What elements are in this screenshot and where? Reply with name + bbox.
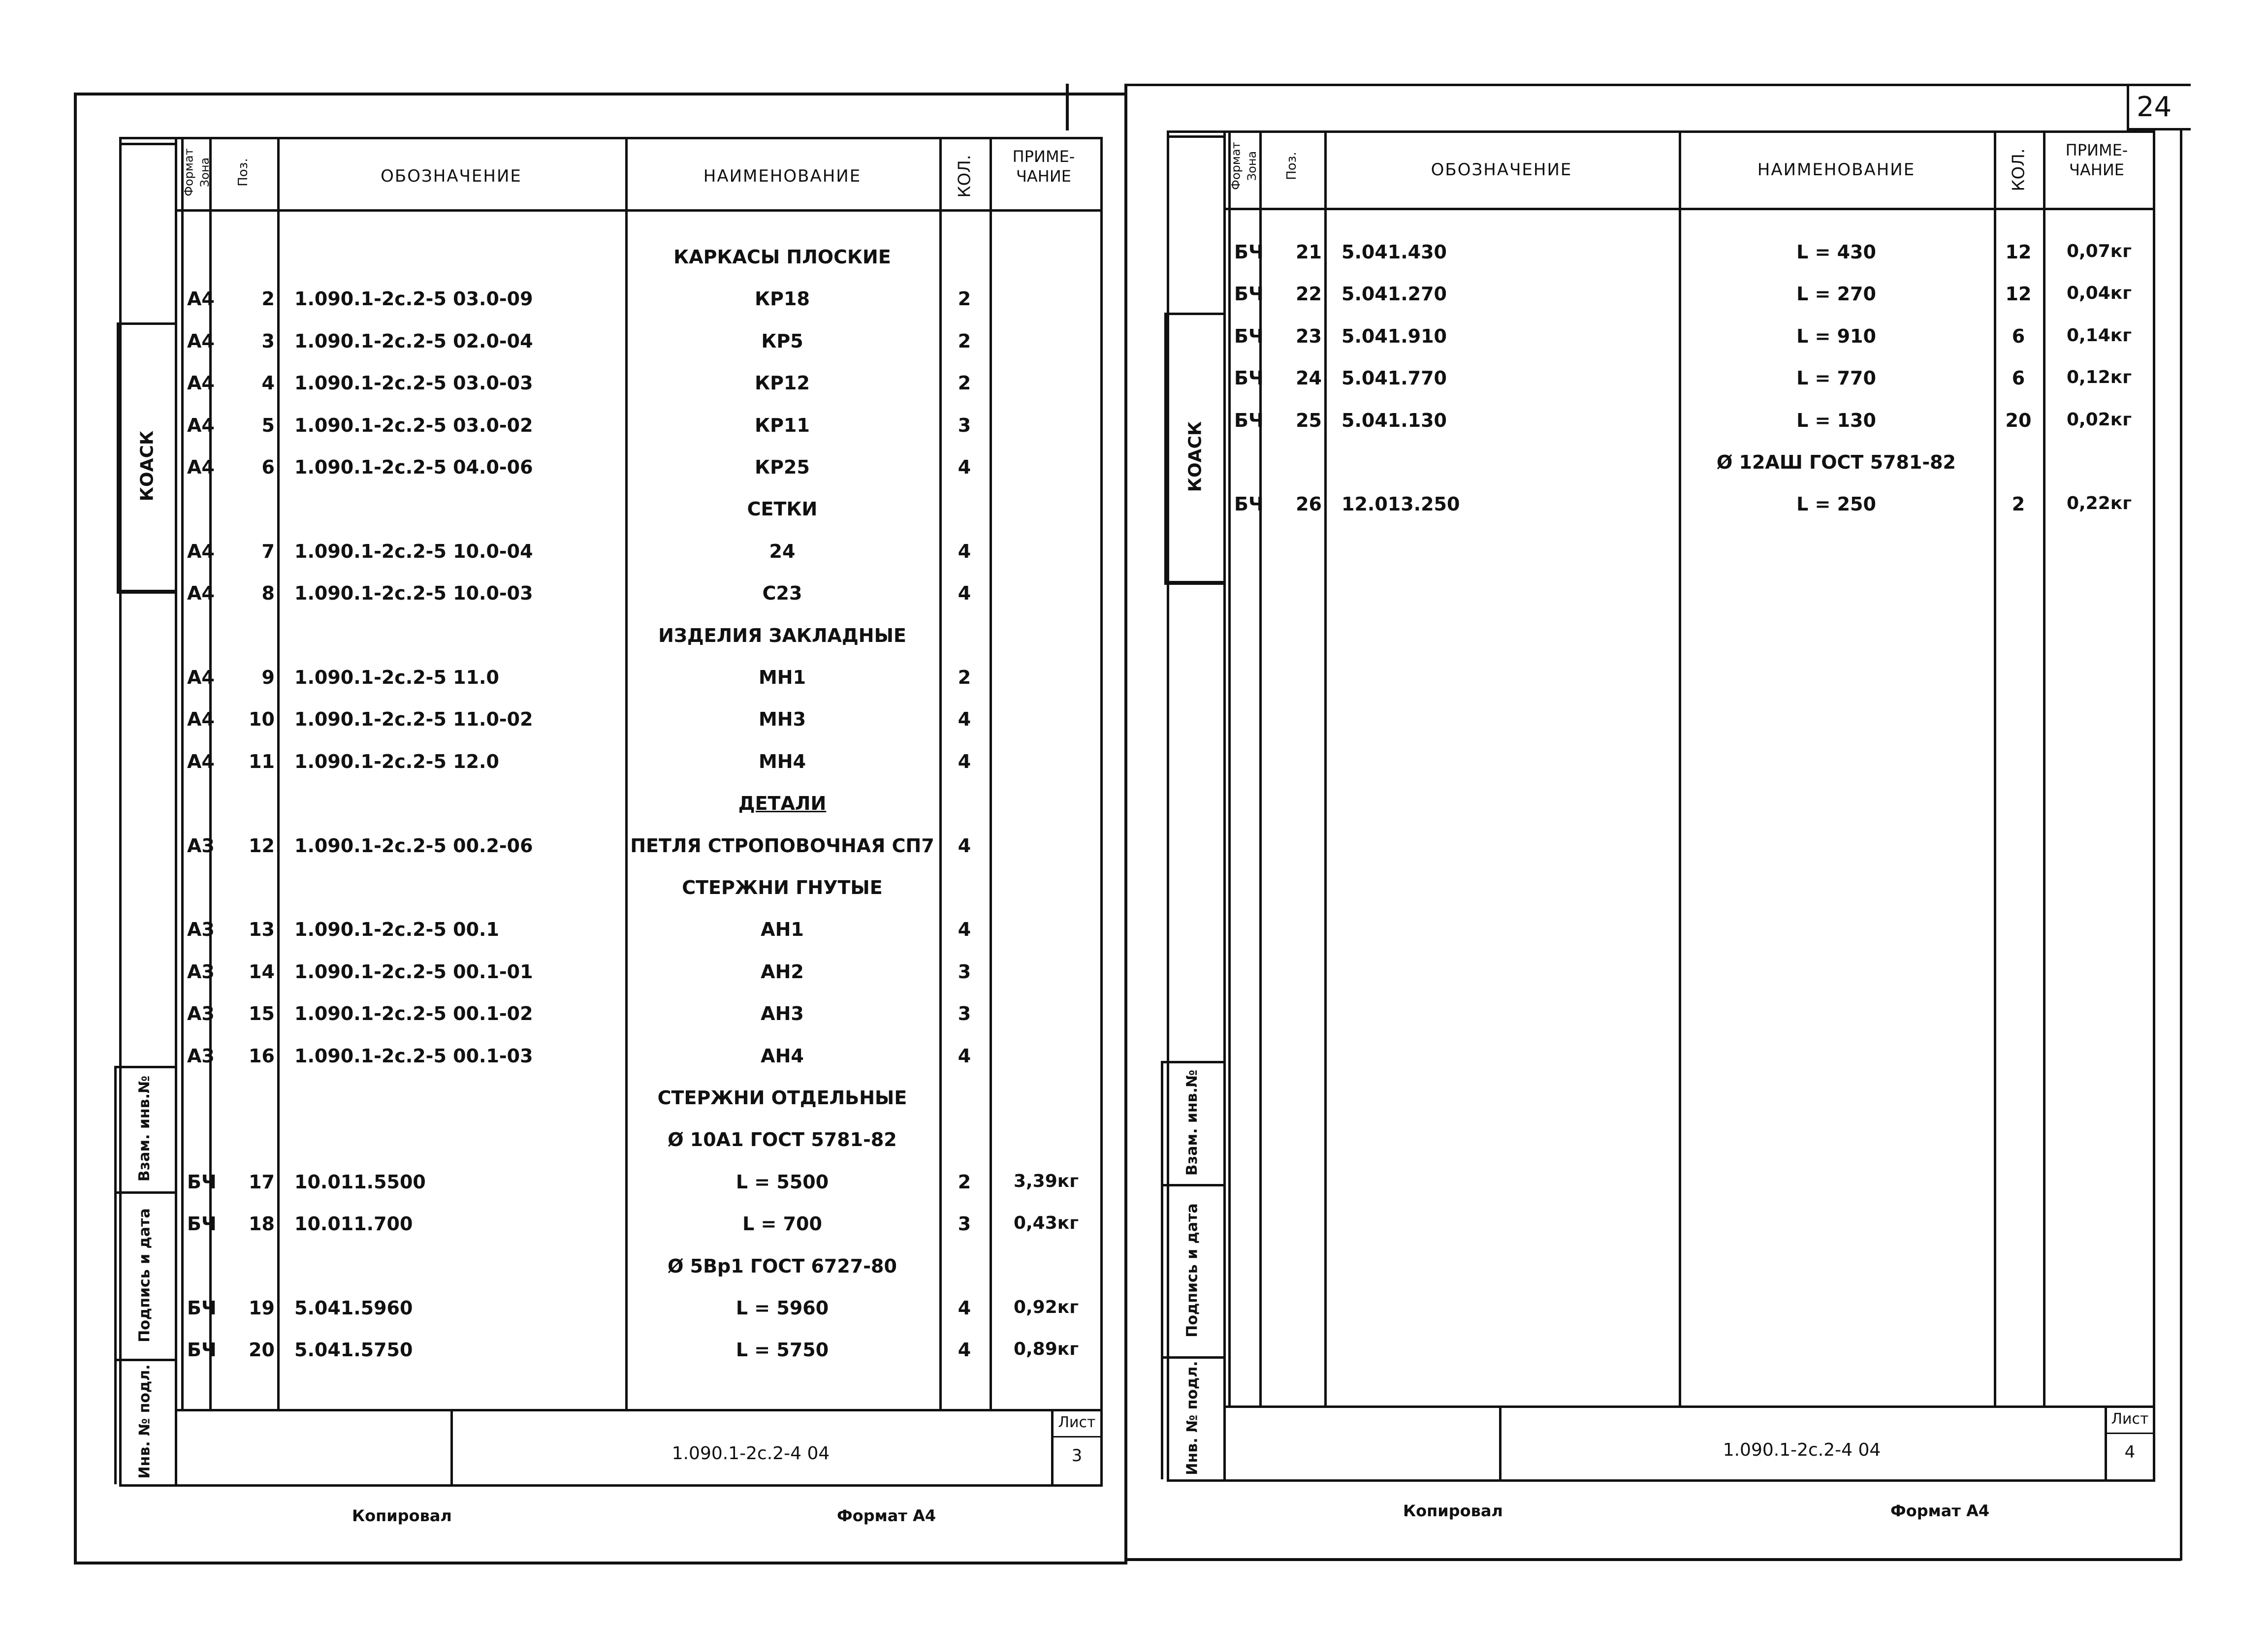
left_sheet-sheet-box-mid — [1051, 1436, 1103, 1437]
row-format: А4 — [187, 540, 215, 562]
row-pos: 5 — [261, 414, 275, 436]
row-format: БЧ — [187, 1213, 217, 1235]
left_sheet-frame-left — [175, 137, 177, 1484]
row-designation: 1.090.1-2с.2-5 11.0-02 — [294, 708, 533, 731]
outer-frame-right — [2180, 128, 2182, 1561]
row-name: МН1 — [758, 667, 806, 688]
row-qty: 2 — [958, 330, 971, 352]
row-pos: 4 — [261, 372, 275, 394]
row-designation: 1.090.1-2с.2-5 00.2-06 — [294, 834, 533, 857]
row-pos: 7 — [261, 540, 275, 562]
row-pos: 6 — [261, 456, 275, 478]
footer-copied: Копировал — [352, 1506, 452, 1525]
row-note: 0,92кг — [1013, 1297, 1079, 1317]
row-name: СЕТКИ — [747, 498, 818, 520]
row-name: Ø 12АШ ГОСТ 5781-82 — [1717, 451, 1956, 473]
left_sheet-col-rule-0 — [181, 137, 184, 1409]
row-note: 0,07кг — [2066, 241, 2132, 261]
row-qty: 4 — [958, 456, 971, 478]
row-designation: 1.090.1-2с.2-5 03.0-09 — [294, 288, 533, 310]
row-designation: 1.090.1-2с.2-5 12.0 — [294, 750, 499, 772]
row-pos: 24 — [1296, 367, 1322, 389]
right_sheet-margin-low-3 — [1161, 1356, 1223, 1359]
right_sheet-margin-low-2 — [1161, 1184, 1223, 1186]
left_sheet-stamp-bottom — [117, 590, 175, 594]
side-stamp: КОАСК — [136, 430, 157, 502]
right_sheet-col-rule-0 — [1228, 130, 1231, 1405]
row-designation: 5.041.270 — [1342, 283, 1447, 305]
right_sheet-margin-top — [1167, 130, 1223, 133]
row-pos: 17 — [249, 1171, 275, 1193]
col-header-note: ПРИМЕ-ЧАНИЕ — [1012, 147, 1075, 186]
row-qty: 2 — [958, 667, 971, 688]
row-pos: 9 — [261, 667, 275, 688]
left_sheet-col-rule-5 — [990, 137, 992, 1409]
row-qty: 4 — [958, 919, 971, 941]
left_sheet-stamp-left — [117, 322, 121, 590]
row-name: ДЕТАЛИ — [738, 793, 827, 815]
row-format: А4 — [187, 330, 215, 352]
left_sheet-margin-low-top — [114, 1066, 175, 1068]
row-name: АН3 — [761, 1003, 804, 1025]
row-qty: 3 — [958, 960, 971, 983]
row-format: А4 — [187, 750, 215, 772]
row-qty: 4 — [958, 1339, 971, 1361]
col-header-pos: Поз. — [1284, 152, 1299, 180]
outer-frame-bottom-right — [1127, 1558, 2181, 1561]
row-name: Ø 10А1 ГОСТ 5781-82 — [668, 1129, 897, 1151]
row-name: ПЕТЛЯ СТРОПОВОЧНАЯ СП7 — [630, 834, 934, 857]
row-format: А3 — [187, 960, 215, 983]
left_sheet-frame-top — [175, 137, 1103, 139]
page-number: 24 — [2137, 91, 2172, 123]
row-designation: 5.041.5750 — [294, 1339, 413, 1361]
row-qty: 4 — [958, 834, 971, 857]
row-designation: 1.090.1-2с.2-5 03.0-02 — [294, 414, 533, 436]
row-name: L = 5500 — [735, 1171, 829, 1193]
row-qty: 4 — [958, 1045, 971, 1067]
row-name: L = 700 — [742, 1213, 822, 1235]
row-name: СТЕРЖНИ ГНУТЫЕ — [682, 877, 883, 898]
row-pos: 11 — [249, 750, 275, 772]
row-name: КР5 — [761, 330, 803, 352]
right_sheet-frame-left — [1223, 130, 1226, 1479]
left_sheet-col-rule-2 — [277, 137, 280, 1409]
row-pos: 12 — [249, 834, 275, 857]
row-designation: 10.011.700 — [294, 1213, 413, 1235]
row-pos: 10 — [249, 708, 275, 731]
right_sheet-margin-rule-2 — [1167, 135, 1223, 138]
row-format: БЧ — [1234, 493, 1264, 515]
row-qty: 12 — [2005, 283, 2032, 305]
col-header-designation: ОБОЗНАЧЕНИЕ — [1431, 160, 1572, 180]
side-stamp: КОАСК — [1184, 421, 1205, 492]
row-name: L = 5750 — [735, 1339, 829, 1361]
row-designation: 1.090.1-2с.2-5 10.0-03 — [294, 582, 533, 605]
row-name: L = 910 — [1796, 325, 1876, 347]
right_sheet-sheet-box-mid — [2105, 1433, 2155, 1434]
row-note: 0,14кг — [2066, 325, 2132, 346]
row-qty: 3 — [958, 414, 971, 436]
page-number-box-left — [2127, 84, 2129, 128]
row-pos: 21 — [1296, 241, 1322, 263]
outer-frame-left — [74, 93, 77, 1564]
col-header-qty: КОЛ. — [955, 155, 975, 198]
left_sheet-header-rule — [175, 209, 1103, 212]
row-format: БЧ — [1234, 409, 1264, 431]
row-designation: 5.041.130 — [1342, 409, 1447, 431]
row-format: А4 — [187, 708, 215, 731]
row-qty: 3 — [958, 1003, 971, 1025]
right_sheet-header-rule — [1223, 208, 2155, 210]
footer-copied: Копировал — [1403, 1501, 1503, 1520]
row-name: АН2 — [761, 960, 804, 983]
row-format: А3 — [187, 1045, 215, 1067]
row-pos: 22 — [1296, 283, 1322, 305]
col-header-format: Формат — [182, 148, 196, 196]
row-pos: 13 — [249, 919, 275, 941]
row-qty: 6 — [2012, 325, 2025, 347]
row-format: А3 — [187, 834, 215, 857]
outer-frame-top-right — [1127, 84, 2191, 86]
col-header-pos: Поз. — [235, 158, 251, 187]
row-designation: 1.090.1-2с.2-5 00.1-01 — [294, 960, 533, 983]
row-format: А4 — [187, 582, 215, 605]
col-header-qty: КОЛ. — [2009, 148, 2029, 192]
row-format: А3 — [187, 1003, 215, 1025]
right_sheet-col-rule-5 — [2043, 130, 2045, 1405]
right_sheet-margin-low-left — [1161, 1061, 1163, 1479]
left_sheet-margin-low-left — [114, 1066, 117, 1484]
outer-frame-bottom — [74, 1562, 1127, 1564]
row-name: L = 270 — [1796, 283, 1876, 305]
row-qty: 2 — [958, 1171, 971, 1193]
row-format: БЧ — [1234, 283, 1264, 305]
row-name: СТЕРЖНИ ОТДЕЛЬНЫЕ — [657, 1087, 907, 1109]
row-note: 0,89кг — [1013, 1339, 1079, 1360]
row-name: L = 5960 — [735, 1297, 829, 1319]
col-header-note: ПРИМЕ-ЧАНИЕ — [2065, 141, 2128, 179]
left_sheet-margin-bottom — [119, 1484, 175, 1487]
row-qty: 12 — [2005, 241, 2032, 263]
row-name: L = 770 — [1796, 367, 1876, 389]
col-header-designation: ОБОЗНАЧЕНИЕ — [381, 166, 522, 186]
row-format: А4 — [187, 667, 215, 688]
row-designation: 1.090.1-2с.2-5 00.1-02 — [294, 1003, 533, 1025]
row-name: ИЗДЕЛИЯ ЗАКЛАДНЫЕ — [658, 624, 906, 646]
title-block-code: 1.090.1-2с.2-4 04 — [671, 1443, 830, 1464]
row-pos: 16 — [249, 1045, 275, 1067]
row-qty: 4 — [958, 750, 971, 772]
col-header-name: НАИМЕНОВАНИЕ — [703, 166, 862, 186]
right_sheet-table-bottom — [1223, 1405, 2155, 1408]
row-qty: 4 — [958, 1297, 971, 1319]
row-format: БЧ — [1234, 367, 1264, 389]
row-name: МН4 — [758, 750, 806, 772]
margin-label-sign-date: Подпись и дата — [1183, 1203, 1201, 1338]
row-pos: 18 — [249, 1213, 275, 1235]
margin-label-vzam: Взам. инв.№ — [1183, 1069, 1201, 1176]
row-designation: 1.090.1-2с.2-5 00.1-03 — [294, 1045, 533, 1067]
left_sheet-frame-right — [1100, 137, 1103, 1484]
row-note: 0,04кг — [2066, 283, 2132, 304]
right_sheet-stamp-left — [1164, 313, 1168, 581]
row-name: С23 — [762, 582, 802, 605]
row-name: 24 — [769, 540, 796, 562]
row-qty: 20 — [2005, 409, 2032, 431]
row-qty: 6 — [2012, 367, 2025, 389]
left_sheet-frame-bottom — [175, 1484, 1103, 1487]
col-header-format: Формат — [1229, 142, 1243, 190]
row-designation: 1.090.1-2с.2-5 00.1 — [294, 919, 499, 941]
right_sheet-frame-top — [1223, 130, 2155, 133]
row-designation: 1.090.1-2с.2-5 11.0 — [294, 667, 499, 688]
sheet-tab-tick — [1066, 84, 1069, 130]
row-format: БЧ — [1234, 241, 1264, 263]
row-note: 0,43кг — [1013, 1213, 1079, 1234]
right_sheet-col-rule-1 — [1259, 130, 1262, 1405]
row-name: КР12 — [755, 372, 810, 394]
row-pos: 15 — [249, 1003, 275, 1025]
right_sheet-margin-stamp-top — [1167, 313, 1223, 315]
row-note: 0,12кг — [2066, 367, 2132, 388]
row-designation: 5.041.910 — [1342, 325, 1447, 347]
row-designation: 10.011.5500 — [294, 1171, 426, 1193]
footer-format: Формат А4 — [837, 1506, 936, 1525]
row-name: МН3 — [758, 708, 806, 731]
center-divider — [1124, 84, 1127, 1564]
row-name: КР25 — [755, 456, 810, 478]
right_sheet-frame-bottom — [1223, 1479, 2155, 1482]
right_sheet-margin-bottom — [1167, 1479, 1223, 1482]
row-pos: 14 — [249, 960, 275, 983]
row-name: L = 130 — [1796, 409, 1876, 431]
row-format: А3 — [187, 919, 215, 941]
left_sheet-margin-stamp-top — [119, 322, 175, 325]
row-format: А4 — [187, 456, 215, 478]
row-designation: 5.041.5960 — [294, 1297, 413, 1319]
right_sheet-margin-low-top — [1161, 1061, 1223, 1063]
row-format: А4 — [187, 414, 215, 436]
row-qty: 2 — [2012, 493, 2025, 515]
row-format: БЧ — [1234, 325, 1264, 347]
row-pos: 2 — [261, 288, 275, 310]
margin-label-inv-sub: Инв. № подл. — [136, 1364, 154, 1479]
row-name: L = 250 — [1796, 493, 1876, 515]
col-header-zone: Зона — [1245, 151, 1259, 181]
footer-format: Формат А4 — [1890, 1501, 1990, 1520]
left_sheet-table-bottom — [175, 1409, 1103, 1411]
sheet-label: Лист — [2111, 1410, 2149, 1428]
row-name: КР18 — [755, 288, 810, 310]
right_sheet-stamp-bottom — [1164, 581, 1223, 585]
row-designation: 5.041.430 — [1342, 241, 1447, 263]
row-designation: 1.090.1-2с.2-5 02.0-04 — [294, 330, 533, 352]
right_sheet-col-rule-4 — [1994, 130, 1996, 1405]
row-qty: 4 — [958, 540, 971, 562]
row-pos: 23 — [1296, 325, 1322, 347]
row-designation: 5.041.770 — [1342, 367, 1447, 389]
row-name: КАРКАСЫ ПЛОСКИЕ — [673, 246, 891, 268]
row-format: БЧ — [187, 1297, 217, 1319]
left_sheet-margin-low-2 — [114, 1191, 175, 1194]
row-format: А4 — [187, 372, 215, 394]
margin-label-inv-sub: Инв. № подл. — [1183, 1360, 1201, 1475]
row-qty: 4 — [958, 582, 971, 605]
row-designation: 1.090.1-2с.2-5 10.0-04 — [294, 540, 533, 562]
row-qty: 4 — [958, 708, 971, 731]
row-pos: 19 — [249, 1297, 275, 1319]
col-header-zone: Зона — [198, 157, 212, 188]
row-note: 0,02кг — [2066, 409, 2132, 430]
row-format: А4 — [187, 288, 215, 310]
right_sheet-frame-right — [2153, 130, 2155, 1479]
row-name: Ø 5Вр1 ГОСТ 6727-80 — [668, 1255, 897, 1277]
left_sheet-margin-top — [119, 137, 175, 139]
row-name: АН1 — [761, 919, 804, 941]
left_sheet-margin-rule-2 — [119, 143, 175, 145]
right_sheet-col-rule-2 — [1324, 130, 1327, 1405]
left_sheet-margin-low-3 — [114, 1359, 175, 1361]
row-pos: 3 — [261, 330, 275, 352]
title-block-code: 1.090.1-2с.2-4 04 — [1723, 1440, 1881, 1460]
sheet-number: 4 — [2124, 1442, 2136, 1462]
row-pos: 25 — [1296, 409, 1322, 431]
row-name: АН4 — [761, 1045, 804, 1067]
row-qty: 2 — [958, 288, 971, 310]
sheet-number: 3 — [1071, 1446, 1083, 1466]
sheet-label: Лист — [1058, 1414, 1096, 1431]
row-pos: 26 — [1296, 493, 1322, 515]
row-format: БЧ — [187, 1171, 217, 1193]
row-note: 3,39кг — [1013, 1171, 1079, 1191]
row-qty: 3 — [958, 1213, 971, 1235]
outer-frame-top — [76, 93, 1125, 96]
col-header-name: НАИМЕНОВАНИЕ — [1757, 160, 1916, 180]
right_sheet-col-rule-3 — [1679, 130, 1681, 1405]
margin-label-vzam: Взам. инв.№ — [136, 1075, 154, 1182]
row-qty: 2 — [958, 372, 971, 394]
row-pos: 8 — [261, 582, 275, 605]
margin-label-sign-date: Подпись и дата — [136, 1208, 154, 1342]
row-designation: 12.013.250 — [1342, 493, 1460, 515]
row-name: КР11 — [755, 414, 810, 436]
row-designation: 1.090.1-2с.2-5 04.0-06 — [294, 456, 533, 478]
row-format: БЧ — [187, 1339, 217, 1361]
row-pos: 20 — [249, 1339, 275, 1361]
row-designation: 1.090.1-2с.2-5 03.0-03 — [294, 372, 533, 394]
row-note: 0,22кг — [2066, 493, 2132, 514]
row-name: L = 430 — [1796, 241, 1876, 263]
